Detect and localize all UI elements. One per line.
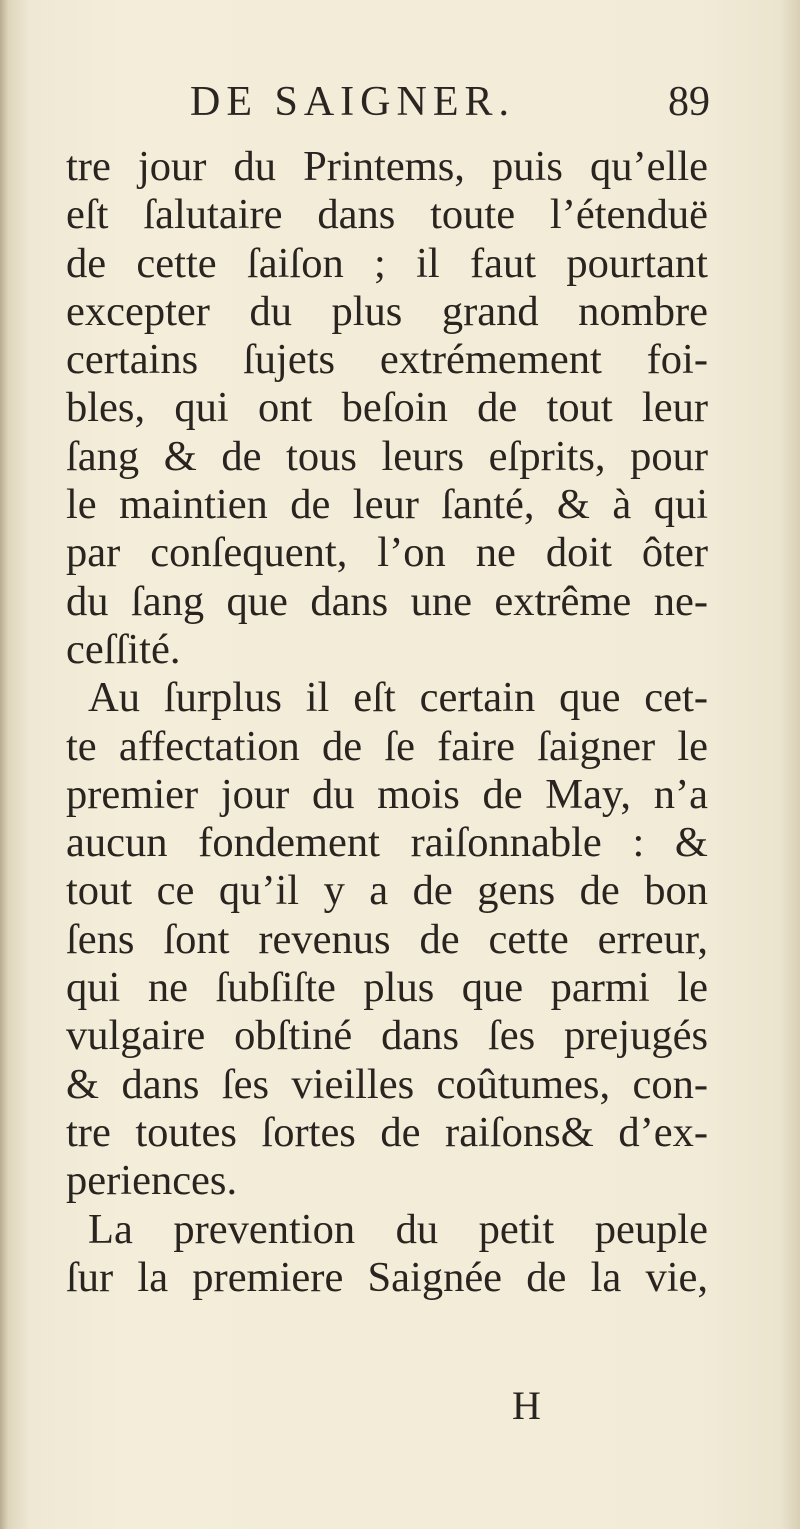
text-line: ceſſité. <box>66 625 181 673</box>
page-edge <box>0 0 8 1529</box>
text-line: le maintien de leur ſanté, & à qui <box>66 481 708 529</box>
text-line: certains ſujets extrémement foi- <box>66 336 708 384</box>
text-line: & dans ſes vieilles coûtumes, con- <box>66 1060 708 1108</box>
text-line: par conſequent, l’on ne doit ôter <box>66 529 708 577</box>
text-line: periences. <box>66 1157 238 1205</box>
text-line: tre jour du Printems, puis qu’elle <box>66 143 708 190</box>
text-line: Au ſurplus il eſt certain que cet- <box>88 674 708 722</box>
text-line: ſur la premiere Saignée de la vie, <box>66 1253 708 1301</box>
text-line: eſt ſalutaire dans toute l’étenduë <box>66 191 708 239</box>
signature-mark: H <box>512 1383 541 1428</box>
running-head: DE SAIGNER. <box>190 79 515 125</box>
text-line: excepter du plus grand nombre <box>66 287 708 335</box>
text-line: ſens ſont revenus de cette erreur, <box>66 915 708 963</box>
text-line: La prevention du petit peuple <box>88 1205 708 1253</box>
page-header <box>190 78 710 134</box>
text-line: qui ne ſubſiſte plus que parmi le <box>66 964 708 1012</box>
text-line: aucun fondement raiſonnable : & <box>66 819 708 867</box>
text-line: de cette ſaiſon ; il faut pourtant <box>66 239 708 287</box>
text-line: premier jour du mois de May, n’a <box>66 770 708 818</box>
text-line: vulgaire obſtiné dans ſes prejugés <box>66 1012 708 1060</box>
page-number: 89 <box>668 79 710 125</box>
text-line: te affectation de ſe faire ſaigner le <box>66 722 708 770</box>
body-text <box>66 143 708 1302</box>
text-line: du ſang que dans une extrême ne- <box>66 577 708 625</box>
text-line: ſang & de tous leurs eſprits, pour <box>66 432 708 480</box>
text-line: tre toutes ſortes de raiſons& d’ex- <box>66 1108 708 1156</box>
text-line: bles, qui ont beſoin de tout leur <box>66 384 708 432</box>
text-line: tout ce qu’il y a de gens de bon <box>66 867 708 915</box>
